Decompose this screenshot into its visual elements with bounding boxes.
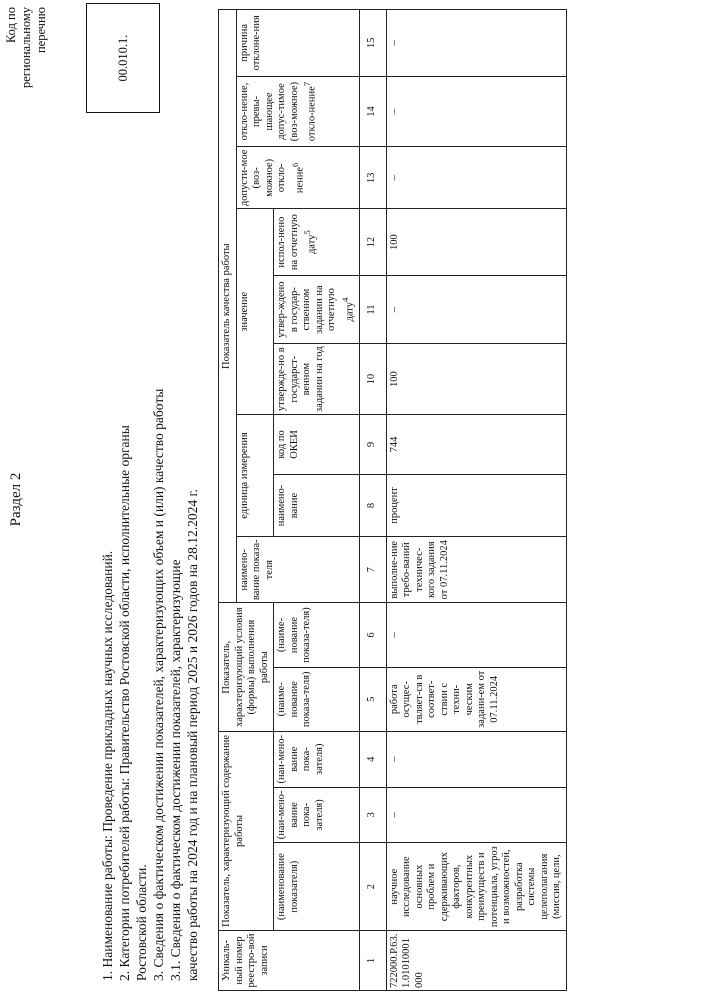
header-unique-number: Уникаль-ный номер реестро-вой записи — [219, 931, 360, 991]
header-content-col3: (наи-мено-вание пока-зателя) — [274, 731, 360, 787]
header-unit: единица измерения — [236, 414, 274, 536]
work-name-line: 1. Наименование работы: Проведение прикладных научных исследований. — [100, 550, 115, 981]
column-number: 13 — [359, 147, 386, 209]
column-number: 4 — [359, 731, 386, 787]
column-number: 8 — [359, 474, 386, 536]
column-number: 9 — [359, 414, 386, 474]
cell-deviation-reason: – — [386, 10, 566, 77]
cell-exceeding-deviation: – — [386, 76, 566, 147]
code-box — [86, 3, 160, 113]
header-condition-col1: (наиме-нование показа-теля) — [274, 667, 360, 731]
header-content-col1: (наименование показателя) — [274, 843, 360, 931]
column-number: 1 — [359, 931, 386, 991]
section-3-1-heading: 3.1. Сведения о фактическом достижении показателей, характеризующие — [168, 559, 183, 981]
header-value-executed: испол-нено на отчетную дату$^5$ — [274, 209, 360, 275]
column-number: 6 — [359, 603, 386, 667]
header-exceeding-deviation: откло-нение, превы-шающее допус-тимое (воз-можное) откло-нение$^7$ — [236, 76, 359, 147]
header-allowed-deviation: допусти-мое (воз-можное) откло-нение$^6$ — [236, 147, 359, 209]
header-value-year: утвержде-но в государст-венном задании на год — [274, 344, 360, 415]
quality-indicators-table — [218, 9, 567, 991]
code-label-line: региональному — [19, 7, 33, 89]
code-label — [4, 7, 49, 135]
cell-approved-year: 100 — [386, 344, 566, 415]
cell-condition-indicator-2: – — [386, 603, 566, 667]
header-content-col2: (наи-мено-вание пока-зателя) — [274, 787, 360, 843]
section-title: Раздел 2 — [8, 472, 24, 527]
cell-allowed-deviation: – — [386, 147, 566, 209]
column-number: 11 — [359, 275, 386, 344]
column-number: 7 — [359, 537, 386, 603]
cell-unit-name: процент — [386, 474, 566, 536]
code-label-line: Код по — [4, 7, 18, 44]
cell-unit-code: 744 — [386, 414, 566, 474]
code-value: 00.010.1. — [115, 34, 130, 82]
consumers-line-cont: Ростовской области. — [134, 864, 149, 981]
column-number: 3 — [359, 787, 386, 843]
header-deviation-reason: причина отклоне-ния — [236, 10, 359, 77]
table-row — [386, 10, 566, 991]
column-number: 14 — [359, 76, 386, 147]
cell-approved-date: – — [386, 275, 566, 344]
column-number: 10 — [359, 344, 386, 415]
section-3-1-heading-cont: качество работы на 2024 год и на плановый период 2025 и 2026 годов на 28.12.2024 г. — [185, 489, 200, 981]
cell-condition-indicator-1: работа осущес-твляет-ся в соответ-ствии с техни-ческим задани-ем от 07.11.2024 — [386, 667, 566, 731]
column-number-row — [359, 10, 386, 991]
header-unit-code: код по ОКЕИ — [274, 414, 360, 474]
header-unit-name: наимено-вание — [274, 474, 360, 536]
header-content-indicator: Показатель, характеризующий содержание работы — [219, 731, 274, 930]
header-value-date: утвер-ждено в государ-ственном задании на отчетную дату$^4$ — [274, 275, 360, 344]
header-condition-col2: (наиме-нование показа-теля) — [274, 603, 360, 667]
header-indicator-name: наимено-вание показа-теля — [236, 537, 359, 603]
cell-unique-number: 722000.Р.63.1.01010001000 — [386, 931, 566, 991]
header-quality-indicator: Показатель качества работы — [219, 10, 237, 603]
column-number: 12 — [359, 209, 386, 275]
code-label-line: перечню — [34, 7, 48, 54]
cell-content-indicator-2: – — [386, 787, 566, 843]
header-condition-indicator: Показатель, характеризующий условия (формы) выполнения работы — [219, 603, 274, 731]
cell-content-indicator-1: научное исследование основных проблем и сдерживающих факторов, конкурентных преимуществ и потенциала, угроз и возможностей, разработка системы целеполагания (миссия, цели, — [386, 843, 566, 931]
column-number: 5 — [359, 667, 386, 731]
section-3-heading: 3. Сведения о фактическом достижении показателей, характеризующих объем и (или) качество работы — [151, 388, 166, 981]
column-number: 15 — [359, 10, 386, 77]
consumers-line: 2. Категории потребителей работы: Правительство Ростовской области, исполнительные органы — [117, 425, 132, 981]
cell-indicator-name: выполне-ние требо-ваний техничес-кого задания от 07.11.2024 — [386, 537, 566, 603]
cell-content-indicator-3: – — [386, 731, 566, 787]
column-number: 2 — [359, 843, 386, 931]
header-row — [219, 10, 237, 991]
header-value: значение — [236, 209, 274, 415]
cell-executed: 100 — [386, 209, 566, 275]
